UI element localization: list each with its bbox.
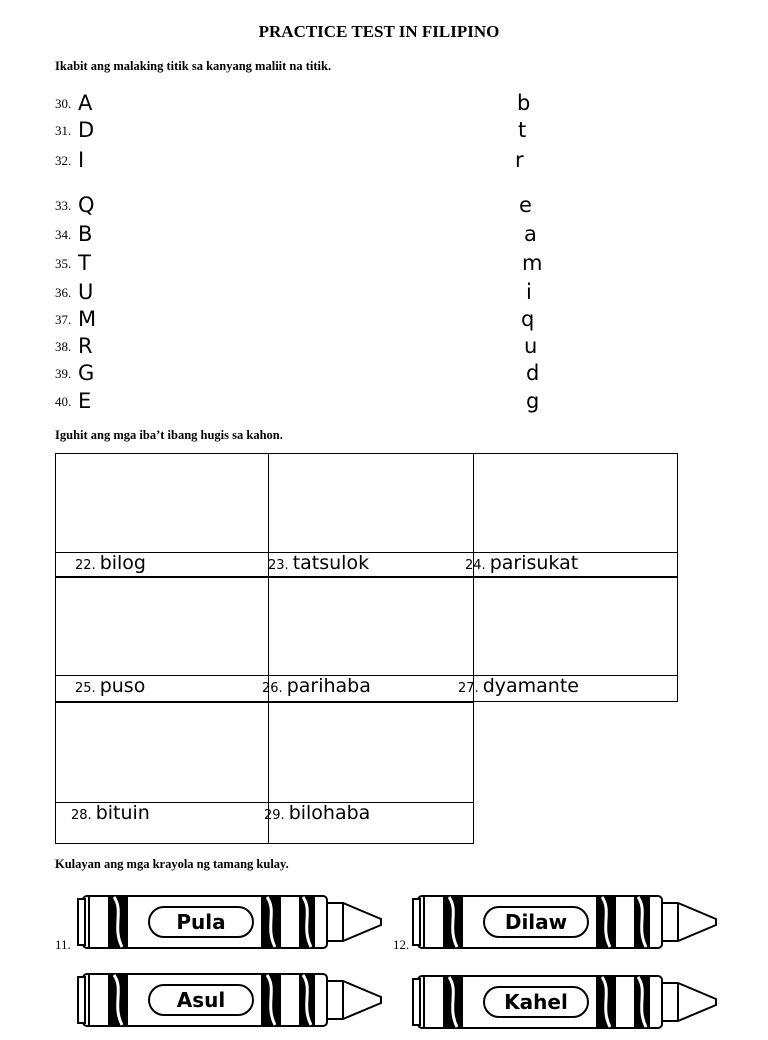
matching-item: [55, 249, 555, 275]
shape-label: [458, 675, 579, 698]
item-number: 35.: [55, 256, 72, 271]
lowercase-letter: m: [522, 251, 543, 275]
crayon-kahel[interactable]: [410, 969, 722, 1035]
shape-label: [71, 802, 150, 825]
crayon-label: Asul: [176, 988, 226, 1012]
table-border: [55, 843, 474, 844]
crayon-asul[interactable]: [75, 967, 387, 1033]
matching-item: [55, 332, 555, 358]
shape-number: 28.: [71, 808, 92, 823]
crayon-label: Pula: [176, 910, 226, 934]
shape-name: puso: [99, 675, 146, 697]
item-number: 40.: [55, 394, 72, 409]
uppercase-letter: A: [78, 91, 93, 115]
uppercase-letter: D: [78, 118, 95, 142]
crayon-number: 12.: [393, 937, 410, 952]
lowercase-letter: i: [526, 280, 532, 304]
crayon-label: Kahel: [504, 990, 568, 1014]
lowercase-letter: g: [526, 389, 540, 413]
shape-name: parisukat: [489, 552, 579, 574]
table-border: [677, 453, 678, 577]
shape-drawing-box[interactable]: [56, 703, 268, 802]
shape-number: 25.: [75, 681, 96, 696]
shape-drawing-box[interactable]: [56, 578, 268, 675]
shape-drawing-box[interactable]: [474, 578, 677, 675]
shape-name: dyamante: [482, 675, 579, 697]
uppercase-letter: I: [78, 148, 85, 172]
shape-number: 23.: [268, 558, 289, 573]
shape-number: 22.: [75, 558, 96, 573]
matching-item: [55, 387, 555, 413]
matching-item: [55, 305, 555, 331]
lowercase-letter: t: [518, 118, 527, 142]
item-number: 32.: [55, 153, 72, 168]
item-number: 37.: [55, 312, 72, 327]
uppercase-letter: U: [78, 280, 94, 304]
uppercase-letter: R: [78, 334, 93, 358]
table-border: [677, 577, 678, 702]
crayon-pula[interactable]: [75, 889, 387, 955]
crayon-label: Dilaw: [504, 910, 568, 934]
shape-label: [465, 552, 578, 575]
shape-name: bilog: [99, 552, 146, 574]
shape-label: [264, 802, 370, 825]
matching-item: [55, 146, 555, 172]
shape-name: bilohaba: [288, 802, 371, 824]
table-border: [473, 702, 474, 844]
uppercase-letter: E: [78, 389, 92, 413]
item-number: 34.: [55, 227, 72, 242]
crayon-dilaw[interactable]: [410, 889, 722, 955]
uppercase-letter: G: [78, 361, 95, 385]
lowercase-letter: q: [521, 307, 535, 331]
shape-label: [262, 675, 371, 698]
shape-label: [75, 552, 146, 575]
page-title: PRACTICE TEST IN FILIPINO: [258, 22, 500, 41]
shape-name: tatsulok: [292, 552, 370, 574]
item-number: 33.: [55, 198, 72, 213]
uppercase-letter: B: [78, 222, 93, 246]
matching-item: [55, 220, 555, 246]
matching-item: [55, 359, 555, 385]
item-number: 38.: [55, 339, 72, 354]
item-number: 31.: [55, 123, 72, 138]
crayon-number: 11.: [55, 937, 71, 952]
matching-item: [55, 116, 555, 142]
shape-name: bituin: [95, 802, 150, 824]
shape-number: 27.: [458, 681, 479, 696]
shape-drawing-box[interactable]: [269, 578, 473, 675]
lowercase-letter: a: [524, 222, 537, 246]
shapes-grid: [55, 453, 678, 844]
lowercase-letter: r: [515, 148, 524, 172]
crayons-instruction: Kulayan ang mga krayola ng tamang kulay.: [55, 857, 289, 871]
item-number: 30.: [55, 96, 72, 111]
lowercase-letter: u: [524, 334, 538, 358]
item-number: 39.: [55, 366, 72, 381]
shapes-instruction: Iguhit ang mga iba’t ibang hugis sa kahon.: [55, 428, 283, 442]
shape-drawing-box[interactable]: [269, 703, 473, 802]
shape-number: 24.: [465, 558, 486, 573]
shape-number: 26.: [262, 681, 283, 696]
shape-drawing-box[interactable]: [474, 454, 677, 552]
shape-drawing-box[interactable]: [56, 454, 268, 552]
uppercase-letter: T: [78, 251, 91, 275]
lowercase-letter: e: [519, 193, 532, 217]
uppercase-letter: Q: [78, 193, 95, 217]
uppercase-letter: M: [78, 307, 97, 331]
matching-item: [55, 278, 555, 304]
matching-instruction: Ikabit ang malaking titik sa kanyang maliit na titik.: [55, 59, 332, 73]
shape-number: 29.: [264, 808, 285, 823]
item-number: 36.: [55, 285, 72, 300]
shape-drawing-box[interactable]: [269, 454, 473, 552]
shape-label: [75, 675, 145, 698]
matching-item: [55, 191, 555, 217]
shape-label: [268, 552, 369, 575]
lowercase-letter: b: [517, 91, 531, 115]
shape-name: parihaba: [286, 675, 371, 697]
matching-item: [55, 89, 555, 115]
lowercase-letter: d: [526, 361, 540, 385]
